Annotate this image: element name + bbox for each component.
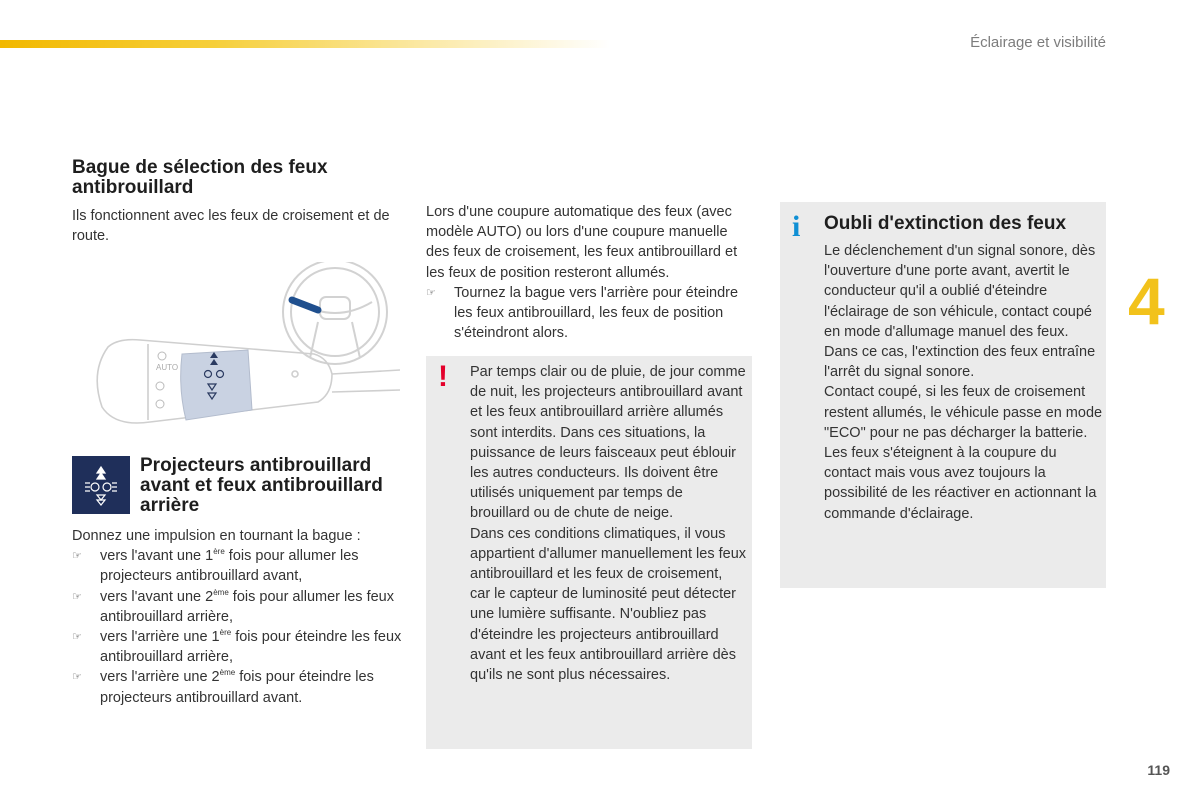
- auto-cutoff-section: [426, 202, 752, 343]
- finger-pointer-icon: ☞: [72, 671, 82, 684]
- warning-paragraph: Dans ces conditions climatiques, il vous appartient d'allumer manuellement les feux antibrouillard et les feux de croisement, car le capteur de luminosité peut détecter une lumière suffisante. N'oubliez pas d'éteindre les projecteurs antibrouillard avant et les feux antibrouillard arrière dès qu'ils ne sont plus nécessaires.: [470, 525, 747, 684]
- fog-section: [72, 456, 402, 708]
- stalk-drawing: [70, 262, 400, 442]
- chapter-title: Éclairage et visibilité: [970, 34, 1106, 51]
- auto-label: AUTO: [156, 363, 179, 372]
- lighting-stalk-illustration: [70, 262, 400, 442]
- warning-text: [470, 362, 746, 685]
- fog-lights-icon: [72, 456, 130, 514]
- list-item: ☞ vers l'avant une 1ère fois pour allumer les projecteurs antibrouillard avant,: [72, 547, 359, 585]
- info-icon: i: [792, 210, 801, 243]
- auto-cutoff-list: [426, 283, 752, 344]
- list-item: ☞ vers l'arrière une 2ème fois pour éteindre les projecteurs antibrouillard avant.: [72, 668, 374, 706]
- finger-pointer-icon: ☞: [72, 590, 82, 603]
- auto-cutoff-text: Lors d'une coupure automatique des feux (avec modèle AUTO) ou lors d'une coupure manuelle des feux de croisement, les feux antibrouillard et les feux de position resteront allumés.: [426, 204, 738, 281]
- page-number: 119: [1147, 762, 1170, 778]
- info-paragraph: Dans ce cas, l'extinction des feux entraîne l'arrêt du signal sonore.: [824, 344, 1096, 381]
- info-box: [780, 202, 1106, 588]
- chapter-number: 4: [1128, 264, 1165, 338]
- ring-section-title: Bague de sélection des feux antibrouillard: [72, 157, 328, 198]
- ring-section-text: Ils fonctionnent avec les feux de croisement et de route.: [72, 208, 390, 245]
- finger-pointer-icon: ☞: [72, 631, 82, 644]
- info-paragraph: Contact coupé, si les feux de croisement restent allumés, le véhicule passe en mode "ECO" pour ne pas décharger la batterie.: [824, 384, 1103, 441]
- warning-box: [426, 356, 752, 749]
- fog-section-title: Projecteurs antibrouillard avant et feux antibrouillard arrière: [140, 455, 383, 516]
- header-accent-bar: [0, 40, 610, 48]
- warning-paragraph: Par temps clair ou de pluie, de jour comme de nuit, les projecteurs antibrouillard avant et les feux antibrouillard arrière allumés sont interdits. Dans ces situations, la puissance de leurs faisceaux peut éblouir les autres conducteurs. Ils doivent être utilisés uniquement par temps de brouillard ou de chute de neige.: [470, 364, 746, 522]
- fog-steps-list: [72, 546, 402, 708]
- ring-section: [72, 158, 402, 246]
- finger-pointer-icon: ☞: [426, 286, 436, 299]
- list-item: ☞ vers l'arrière une 1ère fois pour éteindre les feux antibrouillard arrière,: [72, 628, 402, 666]
- info-paragraph: Les feux s'éteignent à la coupure du contact mais vous avez toujours la possibilité de les réactiver en actionnant la commande d'éclairage.: [824, 445, 1097, 522]
- finger-pointer-icon: ☞: [72, 550, 82, 563]
- list-item: ☞ Tournez la bague vers l'arrière pour éteindre les feux antibrouillard, les feux de position s'éteindront alors.: [426, 284, 739, 342]
- list-item: ☞ vers l'avant une 2ème fois pour allumer les feux antibrouillard arrière,: [72, 587, 394, 625]
- info-text: [824, 241, 1104, 524]
- info-title: Oubli d'extinction des feux: [824, 213, 1067, 234]
- warning-icon: !: [438, 360, 448, 393]
- info-paragraph-group: [824, 241, 1104, 443]
- fog-section-header: [72, 456, 402, 516]
- fog-section-lead: Donnez une impulsion en tournant la bague :: [72, 528, 361, 544]
- info-paragraph: Le déclenchement d'un signal sonore, dès l'ouverture d'une porte avant, avertit le conducteur qu'il a oublié d'éteindre l'éclairage de son véhicule, contact coupé en mode d'allumage manuel des feux.: [824, 243, 1096, 340]
